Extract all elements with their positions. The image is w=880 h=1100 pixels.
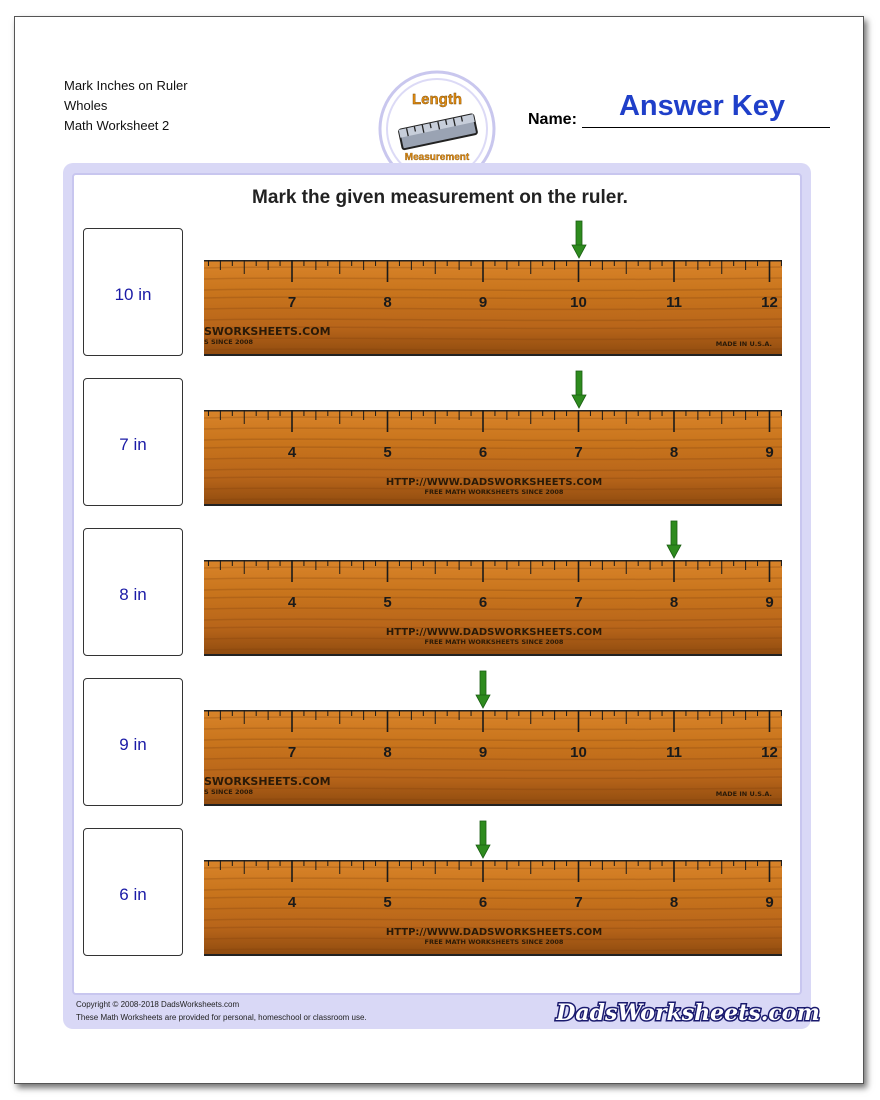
worksheet-header xyxy=(64,76,188,136)
measurement-label: 6 in xyxy=(119,885,147,904)
ruler-made-in-text: MADE IN U.S.A. xyxy=(715,790,772,798)
footer-copyright xyxy=(76,998,367,1024)
ruler-number: 8 xyxy=(669,894,679,911)
ruler-number: 7 xyxy=(574,894,583,911)
ruler-number: 12 xyxy=(761,294,778,311)
name-label: Name: xyxy=(528,111,577,128)
ruler-number: 8 xyxy=(383,744,392,761)
ruler-brand-subtext: S SINCE 2008 xyxy=(204,338,254,346)
ruler-brand-subtext: FREE MATH WORKSHEETS SINCE 2008 xyxy=(424,488,564,496)
ruler-number: 9 xyxy=(478,294,488,311)
measurement-box xyxy=(83,378,183,506)
badge-top-word: Length xyxy=(412,91,462,108)
badge-bottom-word: Measurement xyxy=(404,152,470,163)
ruler-brand-subtext: FREE MATH WORKSHEETS SINCE 2008 xyxy=(424,638,564,646)
usage-notice: These Math Worksheets are provided for personal, homeschool or classroom use. xyxy=(76,1013,367,1022)
wooden-ruler[interactable] xyxy=(204,860,782,956)
ruler-number: 9 xyxy=(765,894,774,911)
wooden-ruler[interactable] xyxy=(204,560,782,656)
name-line xyxy=(582,127,830,128)
measurement-label: 7 in xyxy=(119,435,147,454)
wooden-ruler[interactable] xyxy=(204,710,782,806)
ruler-number: 8 xyxy=(383,294,392,311)
wooden-ruler[interactable] xyxy=(204,260,782,356)
measurement-box xyxy=(83,528,183,656)
ruler-number: 5 xyxy=(383,594,392,611)
ruler-made-in-text: MADE IN U.S.A. xyxy=(715,340,772,348)
ruler-number: 5 xyxy=(383,894,392,911)
green-down-arrow-icon xyxy=(667,521,681,559)
measurement-label: 8 in xyxy=(119,585,147,604)
ruler-number: 9 xyxy=(478,744,488,761)
ruler-brand-text: HTTP://WWW.DADSWORKSHEETS.COM xyxy=(385,627,603,638)
ruler-number: 4 xyxy=(287,594,297,611)
worksheet-title: Mark Inches on Ruler xyxy=(64,78,188,93)
measurement-box xyxy=(83,228,183,356)
wooden-ruler[interactable] xyxy=(204,410,782,506)
dadsworksheets-logo xyxy=(556,993,820,1029)
measurement-box xyxy=(83,828,183,956)
ruler-number: 8 xyxy=(669,444,679,461)
ruler-number: 5 xyxy=(383,444,392,461)
worksheet-number: Math Worksheet 2 xyxy=(64,118,170,133)
green-down-arrow-icon xyxy=(572,221,586,259)
ruler-number: 7 xyxy=(574,444,583,461)
ruler-brand-subtext: S SINCE 2008 xyxy=(204,788,254,796)
copyright-text: Copyright © 2008-2018 DadsWorksheets.com xyxy=(76,1000,240,1009)
green-down-arrow-icon xyxy=(476,671,490,709)
ruler-number: 6 xyxy=(478,594,488,611)
ruler-number: 10 xyxy=(570,744,587,761)
measurement-label: 10 in xyxy=(114,285,152,304)
answer-key-text: Answer Key xyxy=(618,90,785,122)
ruler-number: 7 xyxy=(287,294,297,311)
ruler-number: 11 xyxy=(666,294,682,311)
ruler-number: 4 xyxy=(287,444,297,461)
ruler-number: 11 xyxy=(666,744,682,761)
worksheet-subtitle: Wholes xyxy=(64,98,108,113)
ruler-number: 6 xyxy=(478,894,488,911)
ruler-brand-text: HTTP://WWW.DADSWORKSHEETS.COM xyxy=(385,927,603,938)
ruler-number: 9 xyxy=(765,444,774,461)
ruler-number: 10 xyxy=(570,294,587,311)
ruler-number: 7 xyxy=(287,744,297,761)
measurement-box xyxy=(83,678,183,806)
ruler-brand-subtext: FREE MATH WORKSHEETS SINCE 2008 xyxy=(424,938,564,946)
measurement-label: 9 in xyxy=(119,735,147,754)
ruler-number: 8 xyxy=(669,594,679,611)
ruler-number: 6 xyxy=(478,444,488,461)
ruler-number: 9 xyxy=(765,594,774,611)
ruler-number: 7 xyxy=(574,594,583,611)
ruler-number: 12 xyxy=(761,744,778,761)
logo-text: DadsWorksheets.com xyxy=(556,1000,820,1026)
ruler-brand-text: SWORKSHEETS.COM xyxy=(204,775,331,788)
green-down-arrow-icon xyxy=(572,371,586,409)
instruction-text: Mark the given measurement on the ruler. xyxy=(252,187,628,208)
ruler-brand-text: SWORKSHEETS.COM xyxy=(204,325,331,338)
green-down-arrow-icon xyxy=(476,821,490,859)
ruler-number: 4 xyxy=(287,894,297,911)
ruler-brand-text: HTTP://WWW.DADSWORKSHEETS.COM xyxy=(385,477,603,488)
